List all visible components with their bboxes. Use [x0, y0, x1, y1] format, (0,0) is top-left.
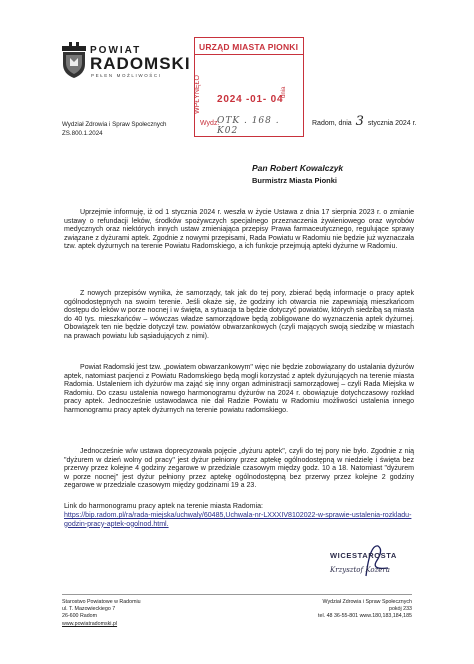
- signature-icon: [358, 540, 398, 580]
- footer-left-line: Starostwo Powiatowe w Radomiu: [62, 599, 141, 605]
- stamp-divider: [195, 54, 303, 55]
- logo-tagline: PEŁEN MOŻLIWOŚCI: [91, 73, 162, 78]
- paragraph-4: Jednocześnie w/w ustawa doprecyzowała pojęcie „dyżuru aptek", czyli do tej pory nie było. Zgodnie z nią "dyżurem w dzień wolny od pracy" jest dyżur pełniony przez aptekę ogólnodostępną w niedzielę i święta bez przerwy przez kolejne 4 godziny zegarowe w przedziale czasowym między godz. 10 a 18. Natomiast "dyżurem w porze nocnej" jest dyżur pełniony przez aptekę ogólnodostępną bez przerwy przez kolejne 2 godziny zegarowe w przedziale czasowym między godzinami 19 a 23.: [64, 448, 414, 490]
- footer-right-line: Wydział Zdrowia i Spraw Społecznych: [322, 599, 412, 605]
- county-crest-icon: [62, 42, 86, 78]
- handwritten-day: 3: [355, 114, 364, 129]
- place-date-prefix: Radom, dnia: [312, 120, 352, 127]
- stamp-mark-label: Wydz:: [200, 120, 220, 127]
- stamp-title: URZĄD MIASTA PIONKI: [199, 42, 299, 52]
- recipient-name: Pan Robert Kowalczyk: [252, 163, 344, 173]
- footer-right: [272, 599, 412, 621]
- footer-left: [62, 599, 141, 628]
- signature-stamp-title: WICESTAROSTA: [330, 551, 397, 560]
- recipient-title: Burmistrz Miasta Pionki: [252, 176, 338, 185]
- footer-right-line: pokój 233: [389, 606, 412, 613]
- place-date: [312, 114, 417, 129]
- signature-name: Krzysztof Kozera: [330, 566, 390, 574]
- logo-line2: RADOMSKI: [90, 54, 191, 73]
- stamp-handwritten-mark: OTK . 168 . K02: [217, 116, 280, 136]
- footer-divider: [62, 594, 412, 595]
- stamp-side-label2: dnia: [281, 86, 287, 98]
- logo-line1: POWIAT: [90, 45, 142, 56]
- footer-left-line: ul. T. Mazowieckiego 7: [62, 606, 116, 613]
- reference-number: ZS.800.1.2024: [62, 130, 103, 137]
- footer-website-link[interactable]: www.powiatradomski.pl: [62, 620, 118, 627]
- department-name: Wydział Zdrowia i Spraw Społecznych: [62, 121, 167, 128]
- link-intro: Link do harmonogramu pracy aptek na terenie miasta Radomia:: [64, 503, 263, 510]
- footer-left-line: 26-600 Radom: [62, 613, 98, 620]
- footer-right-line: tel. 48 36-55-801 www.180,183,184,185: [318, 613, 412, 620]
- schedule-link[interactable]: https://bip.radom.pl/ra/rada-miejska/uchwaly/60485,Uchwala-nr-LXXXIV8102022-w-sprawie-ustalenia-rozkladu-godzin-pracy-aptek-ogolnod.html.: [64, 512, 412, 528]
- paragraph-2: Z nowych przepisów wynika, że samorządy, tak jak do tej pory, zbierać będą informacje o pracy aptek ogólnodostępnych na swoim terenie. Jeśli okaże się, że godziny ich otwarcia nie zapewniają mieszkańcom dostępu do leków w porze nocnej i w święta, a sytuacja ta będzie dotyczyć powiatów, których siedzibą są miasta do 40 tys. mieszkańców – wówczas władze samorządowe będą zobligowane do wyznaczenia aptek dyżurnej. Obowiązek ten nie będzie dotyczył tzw. powiatów obwarzankowych (czyli mających swoją siedzibę w miastach na prawach powiatu lub sąsiadujących z nimi).: [64, 290, 414, 340]
- signature-scribble: [358, 540, 398, 585]
- paragraph-1: Uprzejmie informuję, iż od 1 stycznia 2024 r. weszła w życie Ustawa z dnia 17 sierpnia 2023 r. o zmianie ustawy o refundacji leków, środków spożywczych specjalnego przeznaczenia żywieniowego oraz wyrobów medycznych oraz niektórych innych ustaw zmieniająca przepisy Prawa farmaceutycznego, regulujące sprawy związane z dyżurami aptek. Zgodnie z nowymi przepisami, Rada Powiatu w Radomiu nie będzie już wyznaczała tzw. aptek dyżurnych na terenie Powiatu Radomskiego, a ich funkcje przejmują apteki dyżurne w Radomiu.: [64, 209, 414, 251]
- county-logo: [62, 42, 86, 78]
- paragraph-3: Powiat Radomski jest tzw. „powiatem obwarzankowym" więc nie będzie zobowiązany do ustalania dyżurów aptek, natomiast pacjenci z Powiatu Radomskiego będą mogli korzystać z aptek dyżurujących na terenie miasta Radomia. Ustaleniem ich dyżurów ma zająć się inny organ administracji samorządowej – czyli Rada Miejska w Radomiu. Do czasu ustalenia nowego harmonogramu dyżurów na 2024 r. obowiązuje dotychczasowy rozkład pracy aptek. Jednocześnie ustawodawca nie dał Radzie Powiatu w Radomiu możliwości ustalenia innego harmonogramu pracy aptek dyżurnych na terenie powiatu radomskiego.: [64, 364, 414, 414]
- stamp-side-label: WPŁYNĘŁO: [194, 75, 201, 114]
- received-stamp: [194, 37, 304, 137]
- stamp-date: 2024 -01- 04: [217, 94, 284, 105]
- place-date-suffix: stycznia 2024 r.: [367, 120, 417, 127]
